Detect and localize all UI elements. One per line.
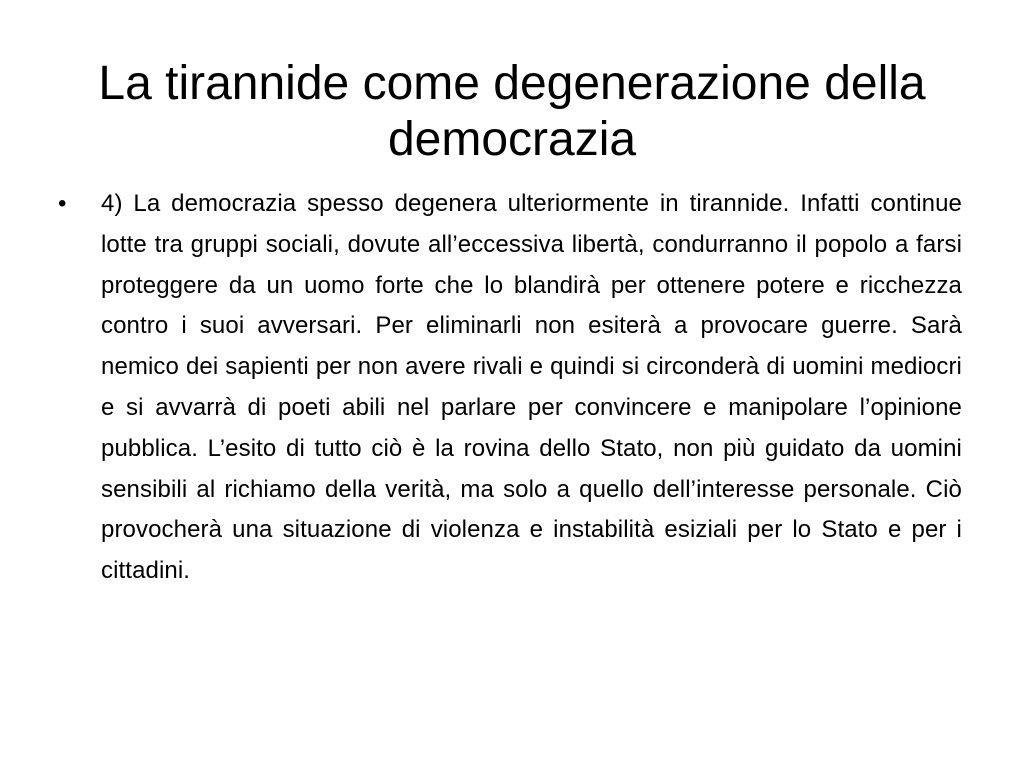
bullet-item — [58, 184, 962, 592]
slide-content — [58, 184, 962, 592]
bullet-icon: • — [58, 190, 67, 217]
slide-title: La tirannide come degenerazione della democrazia — [98, 57, 926, 167]
bullet-text: 4) La democrazia spesso degenera ulteriormente in tirannide. Infatti continue lotte tra gruppi sociali, dovute all’eccessiva libertà, condurranno il popolo a farsi proteggere da un uomo forte che lo blandirà per ottenere potere e ricchezza contro i suoi avversari. Per eliminarli non esiterà a provocare guerre. Sarà nemico dei sapienti per non avere rivali e quindi si circonderà di uomini mediocri e si avvarrà di poeti abili nel parlare per convincere e manipolare l’opinione pubblica. L’esito di tutto ciò è la rovina dello Stato, non più guidato da uomini sensibili al richiamo della verità, ma solo a quello dell’interesse personale. Ciò provocherà una situazione di violenza e instabilità esiziali per lo Stato e per i cittadini. — [101, 190, 962, 585]
